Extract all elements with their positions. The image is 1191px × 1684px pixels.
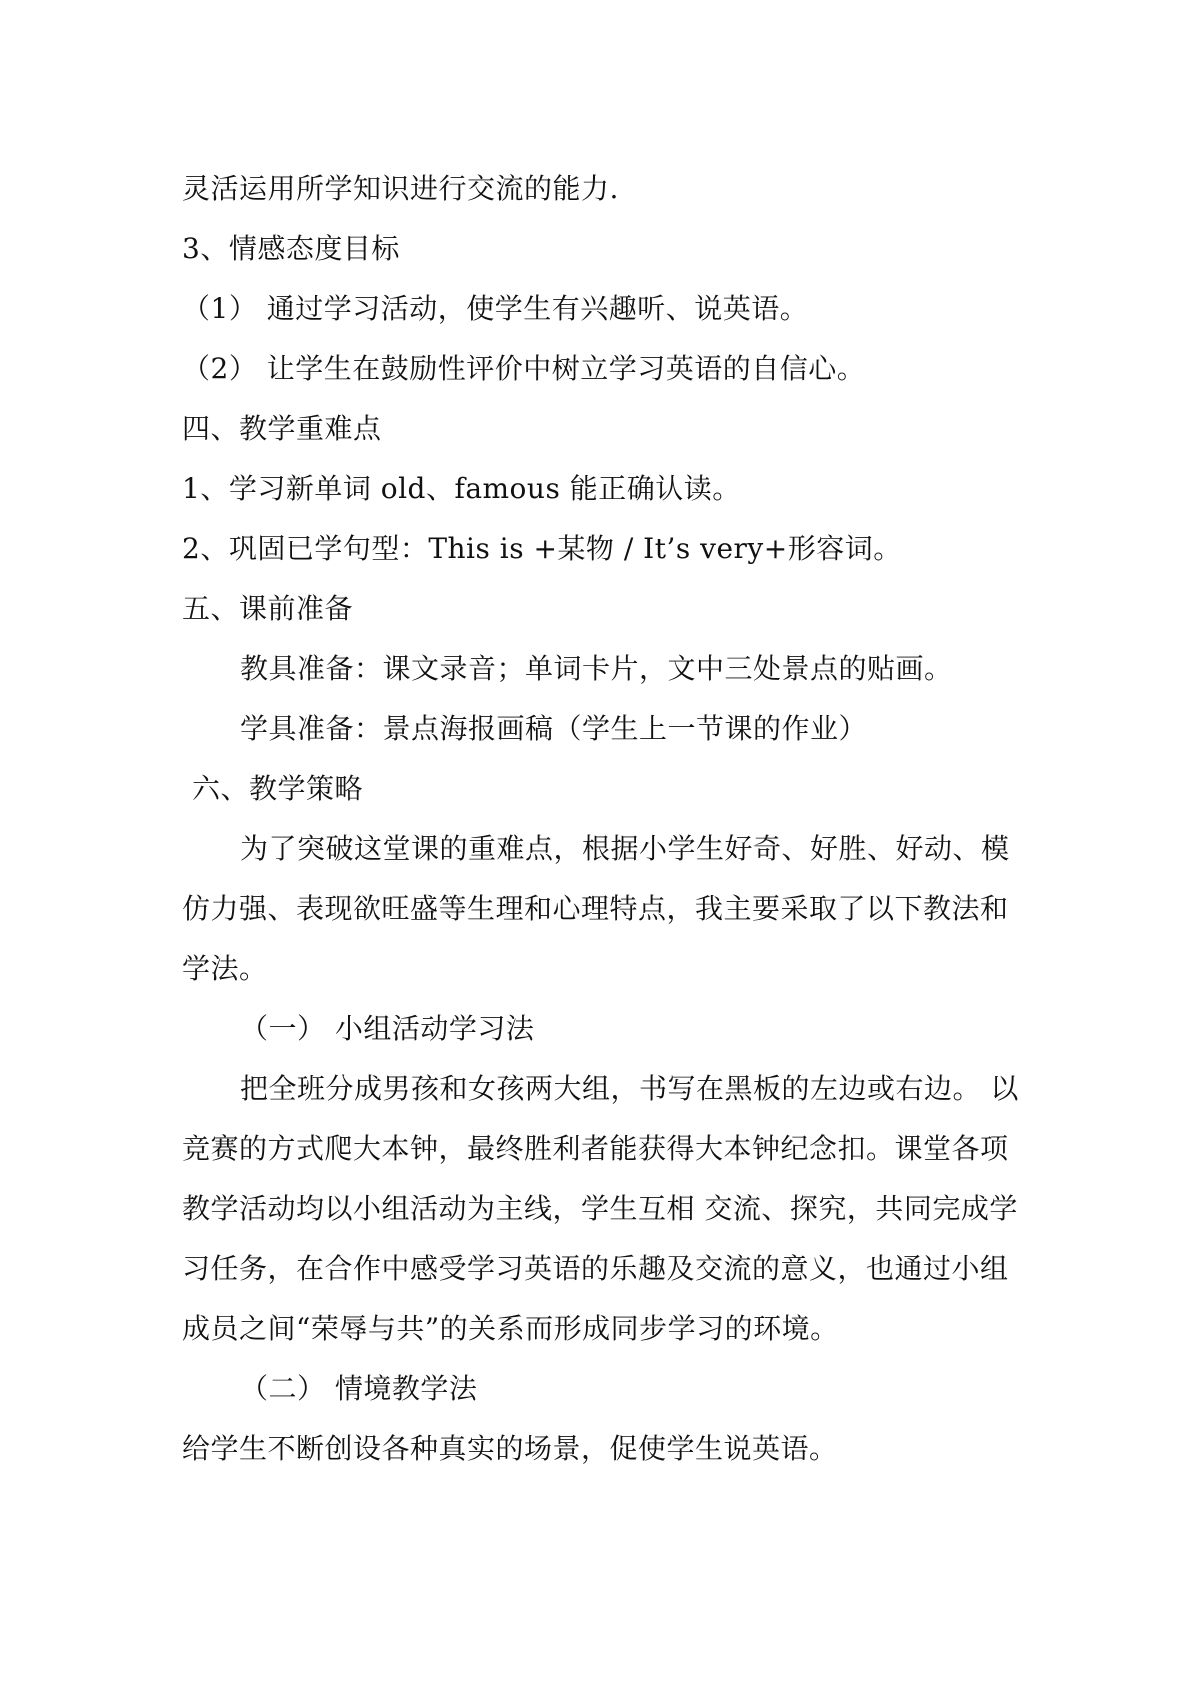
list-item: 1、学习新单词 old、famous 能正确认读。 (182, 472, 741, 505)
paragraph-line: 学法。 (182, 952, 268, 985)
paragraph-line: 给学生不断创设各种真实的场景，促使学生说英语。 (182, 1432, 838, 1465)
text-line: 灵活运用所学知识进行交流的能力. (182, 172, 619, 205)
paragraph-line: 竞赛的方式爬大本钟，最终胜利者能获得大本钟纪念扣。课堂各项 (182, 1132, 1009, 1165)
list-item: 2、巩固已学句型：This is +某物 / It’s very+形容词。 (182, 532, 902, 565)
paragraph-line: 成员之间“荣辱与共”的关系而形成同步学习的环境。 (182, 1312, 839, 1345)
section-heading: 六、教学策略 (192, 772, 364, 805)
paragraph-line: 为了突破这堂课的重难点，根据小学生好奇、好胜、好动、模 (240, 832, 1010, 865)
section-heading: 五、课前准备 (182, 592, 354, 625)
list-item: （2） 让学生在鼓励性评价中树立学习英语的自信心。 (182, 352, 866, 385)
subsection-heading: （二） 情境教学法 (240, 1372, 478, 1405)
paragraph-line: 教学活动均以小组活动为主线，学生互相 交流、探究，共同完成学 (182, 1192, 1018, 1225)
section-heading: 3、情感态度目标 (182, 232, 400, 265)
text-line: 学具准备：景点海报画稿（学生上一节课的作业） (240, 712, 868, 745)
paragraph-line: 习任务，在合作中感受学习英语的乐趣及交流的意义，也通过小组 (182, 1252, 1009, 1285)
list-item: （1） 通过学习活动，使学生有兴趣听、说英语。 (182, 292, 809, 325)
text-line: 教具准备：课文录音；单词卡片，文中三处景点的贴画。 (240, 652, 953, 685)
subsection-heading: （一） 小组活动学习法 (240, 1012, 535, 1045)
section-heading: 四、教学重难点 (182, 412, 382, 445)
paragraph-line: 把全班分成男孩和女孩两大组，书写在黑板的左边或右边。 以 (240, 1072, 1019, 1105)
paragraph-line: 仿力强、表现欲旺盛等生理和心理特点，我主要采取了以下教法和 (182, 892, 1009, 925)
